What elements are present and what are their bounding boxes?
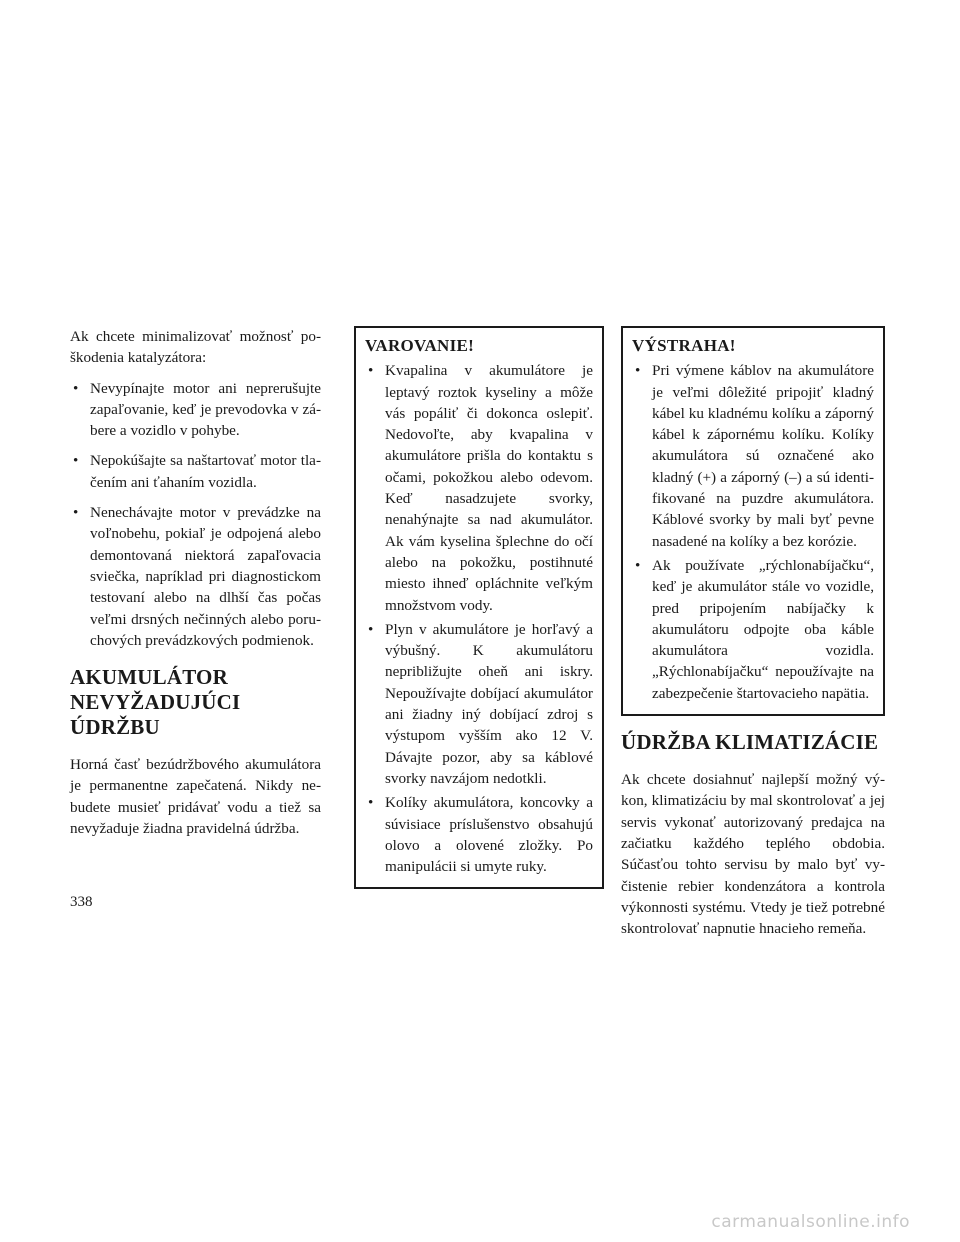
catalyst-list	[70, 378, 321, 652]
list-item: • Nenechávajte motor v prevádzke na voľnobehu, pokiaľ je odpojená alebo demontovaná niektorá zapaľovacia sviečka, napríklad pri diagnostickom testovaní alebo na dlhší čas počas veľmi drsných nečinných alebo poruchových prevádzkových podmienok.	[70, 502, 321, 651]
list-item: • Plyn v akumulátore je horľavý a výbušný. K akumulátoru nepribližujte oheň ani iskry. Nepoužívajte dobíjací akumulátor ani žiadny iný dobíjací zdroj s výstupom vyšším ako 12 V. Dávajte pozor, aby sa káblové svorky navzájom nedotkli.	[365, 619, 593, 789]
ac-heading: ÚDRŽBA KLIMATIZÁCIE	[621, 730, 879, 755]
warning-title: VAROVANIE!	[365, 336, 475, 355]
list-item: • Nepokúšajte sa naštartovať motor tlačením ani ťahaním vozidla.	[70, 450, 321, 493]
left-column	[70, 326, 321, 848]
page-number: 338	[70, 894, 93, 910]
list-item: • Kvapalina v akumulátore je leptavý roztok kyseliny a môže vás popáliť či dokonca oslepiť. Nedovoľte, aby kvapalina v akumulátore prišla do kontaktu s očami, pokožkou alebo odevom. Keď nasadzujete svorky, nenahýnajte sa nad akumulátor. Ak vám kyselina šplechne do očí alebo na pokožku, postihnuté miesto ihneď opláchnite veľkým množstvom vody.	[365, 360, 593, 616]
ac-body: Ak chcete dosiahnuť najlepší možný výkon, klimatizáciu by mal skontrolovať a jej servis vykonať autorizovaný predajca na začiatku každého teplého obdobia. Súčasťou tohto servisu by malo byť vyčistenie rebier kondenzátora a kontrola výkonnosti systému. Vtedy je tiež potrebné skontrolovať napnutie hnacieho remeňa.	[621, 771, 885, 938]
warning-list	[365, 360, 593, 877]
middle-column	[354, 326, 604, 889]
warning-box	[354, 326, 604, 889]
battery-heading	[70, 665, 321, 740]
caution-list	[632, 360, 874, 704]
list-item: • Nevypínajte motor ani neprerušujte zapaľovanie, keď je prevodovka v zábere a vozidlo v pohybe.	[70, 378, 321, 442]
battery-heading-line1: AKUMULÁTOR	[70, 665, 228, 690]
list-item: • Kolíky akumulátora, koncovky a súvisiace príslušenstvo obsahujú olovo a olovené zložky. Po manipulácii si umyte ruky.	[365, 792, 593, 877]
battery-body: Horná časť bezúdržbového akumulátora je permanentne zapečatená. Nikdy nebudete musieť pridávať vodu a tiež sa nevyžaduje žiadna pravidelná údržba.	[70, 756, 321, 838]
caution-title: VÝSTRAHA!	[632, 336, 736, 355]
caution-box	[621, 326, 885, 716]
list-item: • Pri výmene káblov na akumulátore je veľmi dôležité pripojiť kladný kábel ku kladnému kolíku a záporný kábel k zápornému kolíku. Kolíky akumulátora sú označené ako kladný (+) a záporný (–) a sú identifikované na puzdre akumulátora. Káblové svorky by mali byť pevne nasadené na kolíky a bez korózie.	[632, 360, 874, 552]
right-column	[621, 326, 885, 948]
catalyst-intro: Ak chcete minimalizovať možnosť poškodenia katalyzátora:	[70, 328, 321, 367]
list-item: • Ak používate „rýchlonabíjačku“, keď je akumulátor stále vo vozidle, pred pripojením nabíjačky k akumulátoru odpojte oba káble akumulátora vozidla. „Rýchlonabíjačku“ nepoužívajte na zabezpečenie štartovacieho napätia.	[632, 555, 874, 704]
battery-heading-line2: NEVYŽADUJÚCI ÚDRŽBU	[70, 690, 241, 740]
watermark: carmanualsonline.info	[711, 1212, 910, 1232]
